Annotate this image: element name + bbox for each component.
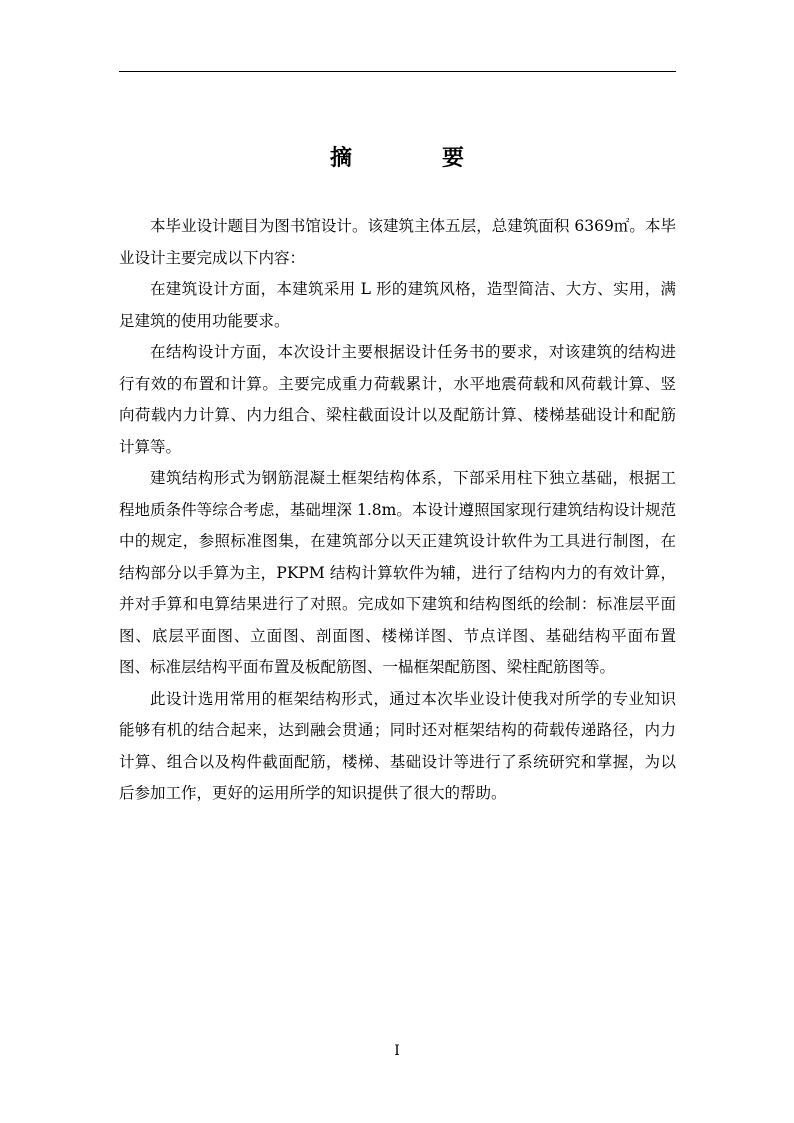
abstract-paragraph-4: 建筑结构形式为钢筋混凝土框架结构体系，下部采用柱下独立基础，根据工程地质条件等综合考虑，基础埋深 1.8m。本设计遵照国家现行建筑结构设计规范中的规定，参照标准图集，在建筑部分以天正建筑设计软件为工具进行制图，在结构部分以手算为主，PKPM 结构计算软件为辅，进行了结构内力的有效计算，并对手算和电算结果进行了对照。完成如下建筑和结构图纸的绘制：标准层平面图、底层平面图、立面图、剖面图、楼梯详图、节点详图、基础结构平面布置图、标准层结构平面布置及板配筋图、一榀框架配筋图、梁柱配筋图等。 [119,469,676,676]
header-rule [119,71,676,72]
abstract-title: 摘 要 [329,145,498,171]
abstract-paragraph-2: 在建筑设计方面，本建筑采用 L 形的建筑风格，造型简洁、大方、实用，满足建筑的使用功能要求。 [119,280,676,330]
abstract-paragraph-1: 本毕业设计题目为图书馆设计。该建筑主体五层，总建筑面积 6369㎡。本毕业设计主要完成以下内容： [119,217,676,267]
abstract-body [119,211,676,810]
abstract-paragraph-3: 在结构设计方面，本次设计主要根据设计任务书的要求，对该建筑的结构进行有效的布置和计算。主要完成重力荷载累计，水平地震荷载和风荷载计算、竖向荷载内力计算、内力组合、梁柱截面设计以及配筋计算、楼梯基础设计和配筋计算等。 [119,343,676,456]
abstract-paragraph-5: 此设计选用常用的框架结构形式，通过本次毕业设计使我对所学的专业知识能够有机的结合起来，达到融会贯通；同时还对框架结构的荷载传递路径，内力计算、组合以及构件截面配筋，楼梯、基础设计等进行了系统研究和掌握，为以后参加工作，更好的运用所学的知识提供了很大的帮助。 [119,689,676,802]
page-number: I [394,1043,400,1059]
